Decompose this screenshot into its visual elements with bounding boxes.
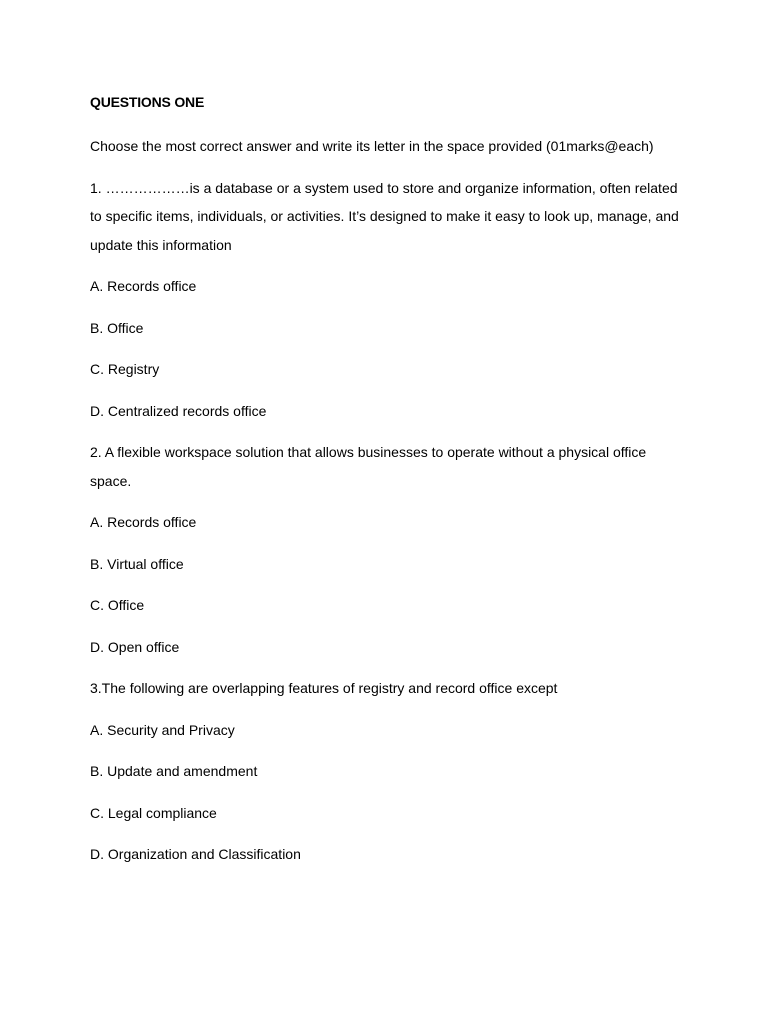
question-1-text: 1. ………………is a database or a system used to store and organize information, often related to specific items, individuals, or activities. It’s designed to make it easy to look up, manage, and update this information	[90, 179, 679, 253]
question-3-option-d: D. Organization and Classification	[90, 846, 301, 862]
question-2-text: 2. A flexible workspace solution that allows businesses to operate without a physical office space.	[90, 444, 647, 489]
question-3-option-c: C. Legal compliance	[90, 804, 217, 821]
question-2-option-c: C. Office	[90, 597, 145, 613]
question-2-option-d: D. Open office	[90, 638, 180, 655]
section-heading: QUESTIONS ONE	[90, 94, 205, 110]
question-2-option-b: B. Virtual office	[90, 555, 184, 572]
question-3-option-b: B. Update and amendment	[90, 763, 258, 779]
question-3-option-a: A. Security and Privacy	[90, 721, 235, 738]
question-1-option-d: D. Centralized records office	[90, 402, 267, 419]
question-3-text: 3.The following are overlapping features of registry and record office except	[90, 680, 558, 696]
instructions-text: Choose the most correct answer and write its letter in the space provided (01marks@each)	[90, 138, 654, 154]
question-1-option-a: A. Records office	[90, 278, 197, 294]
question-1-option-c: C. Registry	[90, 361, 160, 377]
question-2-option-a: A. Records office	[90, 514, 197, 530]
document-content	[90, 92, 690, 882]
question-1-option-b: B. Office	[90, 319, 144, 336]
